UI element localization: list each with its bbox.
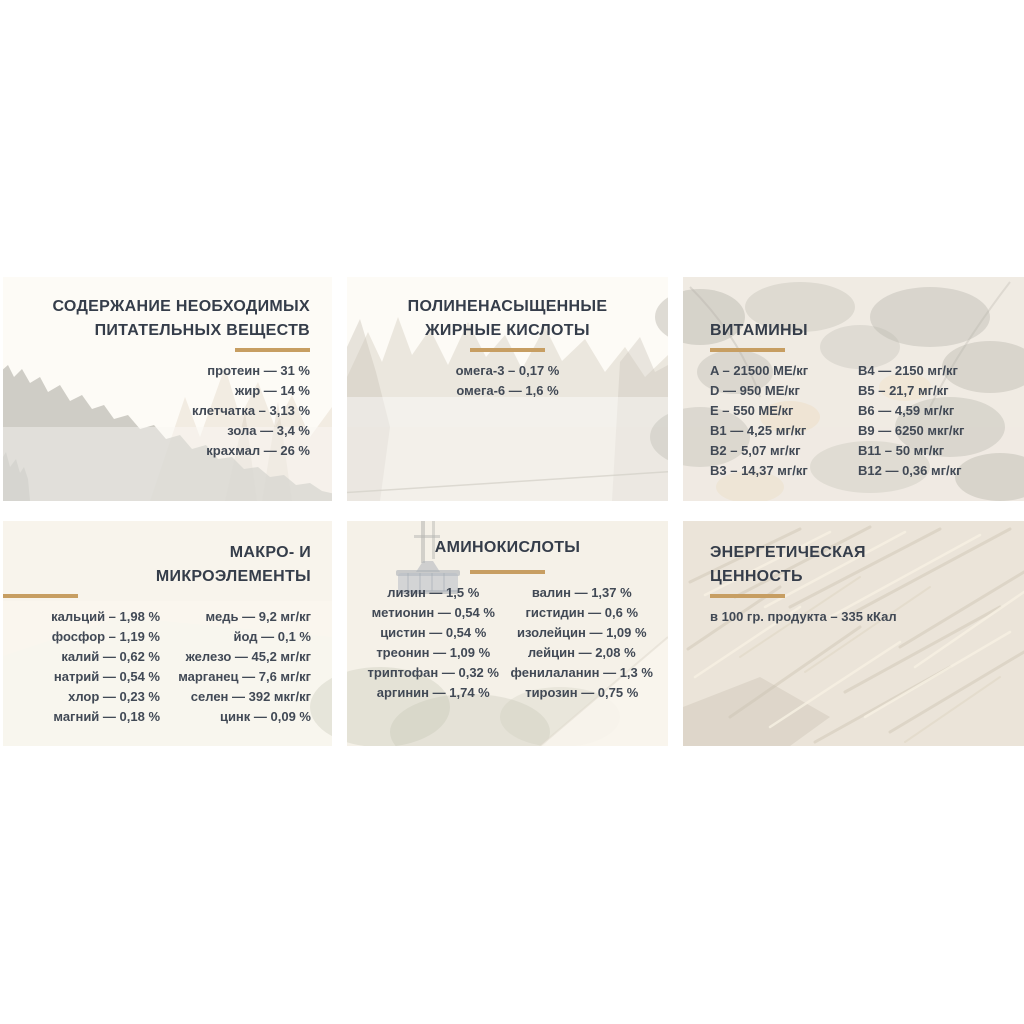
amino-acids-column-1 — [359, 583, 508, 703]
mineral-row: цинк — 0,09 % — [219, 709, 311, 724]
vitamin-row: B1 — 4,25 мг/кг — [710, 423, 807, 438]
accent-divider — [710, 348, 785, 352]
accent-divider — [470, 348, 545, 352]
amino-acid-row: валин — 1,37 % — [531, 585, 632, 600]
vitamin-row: B6 — 4,59 мг/кг — [858, 403, 955, 418]
card-title-line: МАКРО- И — [229, 544, 311, 561]
nutrient-row: омега-3 – 0,17 % — [455, 363, 560, 378]
fatty-acid-list — [347, 361, 668, 401]
mineral-row: фосфор – 1,19 % — [51, 629, 160, 644]
nutrient-row: зола — 3,4 % — [227, 423, 310, 438]
mineral-row: марганец — 7,6 мг/кг — [178, 669, 311, 684]
amino-acid-row: триптофан — 0,32 % — [367, 665, 499, 680]
mineral-row: медь — 9,2 мг/кг — [205, 609, 311, 624]
card-title-line: ЦЕННОСТЬ — [710, 568, 803, 585]
accent-divider — [235, 348, 310, 352]
card-amino-acids — [347, 521, 668, 746]
mineral-row: магний — 0,18 % — [53, 709, 160, 724]
vitamin-row: D — 950 МЕ/кг — [710, 383, 800, 398]
vitamin-row: B3 – 14,37 мг/кг — [710, 463, 808, 478]
card-title — [3, 541, 311, 589]
amino-acid-row: гистидин — 0,6 % — [525, 605, 639, 620]
vitamins-column-1 — [710, 361, 858, 481]
accent-divider — [710, 594, 785, 598]
mineral-row: селен — 392 мкг/кг — [190, 689, 311, 704]
minerals-column-1 — [3, 607, 160, 727]
vitamin-row: E – 550 МЕ/кг — [710, 403, 794, 418]
amino-acids-column-2 — [508, 583, 657, 703]
card-title-line: ПИТАТЕЛЬНЫХ ВЕЩЕСТВ — [94, 322, 310, 339]
card-minerals — [3, 521, 332, 746]
nutrient-row: крахмал — 26 % — [206, 443, 310, 458]
amino-acid-row: лейцин — 2,08 % — [527, 645, 636, 660]
card-title-line: МИКРОЭЛЕМЕНТЫ — [155, 568, 311, 585]
amino-acid-row: цистин — 0,54 % — [380, 625, 487, 640]
amino-acid-row: фенилаланин — 1,3 % — [510, 665, 653, 680]
accent-divider — [3, 594, 78, 598]
vitamin-row: A – 21500 МЕ/кг — [710, 363, 809, 378]
card-title-line: ВИТАМИНЫ — [710, 322, 808, 339]
card-title — [347, 536, 668, 560]
card-fatty-acids — [347, 277, 668, 501]
card-title-line: ЖИРНЫЕ КИСЛОТЫ — [425, 322, 590, 339]
nutrient-list — [3, 361, 310, 461]
card-title-line: ПОЛИНЕНАСЫЩЕННЫЕ — [407, 298, 608, 315]
mineral-row: железо — 45,2 мг/кг — [185, 649, 311, 664]
amino-acid-row: метионин — 0,54 % — [371, 605, 495, 620]
vitamin-row: B12 — 0,36 мг/кг — [858, 463, 962, 478]
amino-acid-row: изолейцин — 1,09 % — [516, 625, 647, 640]
mineral-row: калий — 0,62 % — [61, 649, 160, 664]
mineral-row: хлор — 0,23 % — [68, 689, 160, 704]
nutrient-row: клетчатка – 3,13 % — [192, 403, 310, 418]
mineral-row: натрий — 0,54 % — [53, 669, 160, 684]
mineral-row: кальций – 1,98 % — [51, 609, 160, 624]
card-vitamins — [683, 277, 1024, 501]
nutrient-row: омега-6 — 1,6 % — [456, 383, 559, 398]
card-title — [3, 295, 310, 343]
vitamin-row: B11 – 50 мг/кг — [858, 443, 945, 458]
vitamin-row: B4 — 2150 мг/кг — [858, 363, 958, 378]
card-title — [710, 541, 1024, 589]
minerals-column-2 — [160, 607, 311, 727]
card-title — [710, 319, 1024, 343]
card-title-line: АМИНОКИСЛОТЫ — [434, 539, 581, 556]
card-nutrient-content — [3, 277, 332, 501]
amino-acid-row: аргинин — 1,74 % — [376, 685, 490, 700]
accent-divider — [470, 570, 545, 574]
amino-acid-row: тирозин — 0,75 % — [525, 685, 639, 700]
vitamin-row: B9 — 6250 мкг/кг — [858, 423, 965, 438]
card-energy-value — [683, 521, 1024, 746]
vitamins-column-2 — [858, 361, 964, 481]
card-title-line: ЭНЕРГЕТИЧЕСКАЯ — [710, 544, 866, 561]
amino-acid-row: лизин — 1,5 % — [387, 585, 480, 600]
card-title-line: СОДЕРЖАНИЕ НЕОБХОДИМЫХ — [52, 298, 310, 315]
vitamin-row: B2 – 5,07 мг/кг — [710, 443, 801, 458]
amino-acid-row: треонин — 1,09 % — [376, 645, 491, 660]
energy-value: в 100 гр. продукта – 335 кКал — [710, 609, 897, 624]
nutrient-row: жир — 14 % — [234, 383, 310, 398]
mineral-row: йод — 0,1 % — [233, 629, 311, 644]
card-title — [347, 295, 668, 343]
vitamin-row: B5 – 21,7 мг/кг — [858, 383, 949, 398]
nutrient-row: протеин — 31 % — [207, 363, 310, 378]
